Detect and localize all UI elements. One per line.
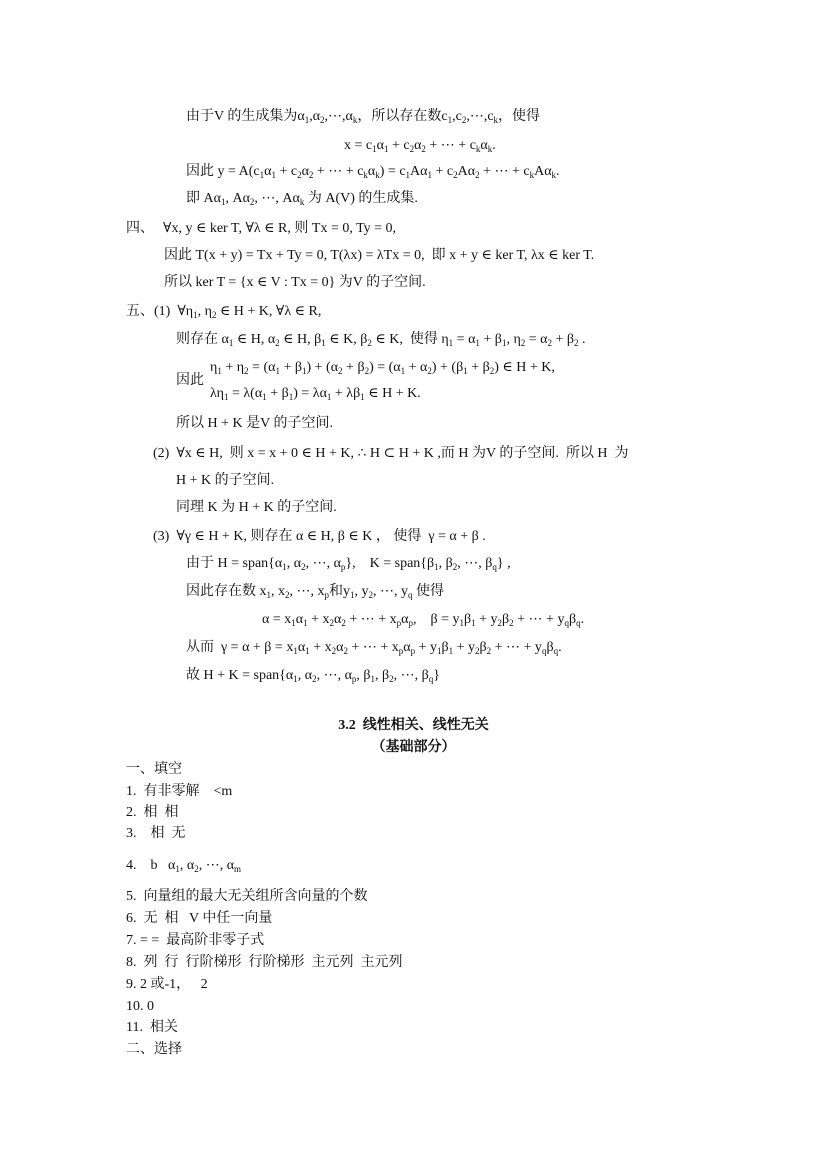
proof-line: (2) ∀x ∈ H, 则 x = x + 0 ∈ H + K, ∴ H ⊂ H + K ,而 H 为V 的子空间. 所以 H 为 bbox=[153, 446, 629, 461]
proof-line: 同理 K 为 H + K 的子空间. bbox=[176, 500, 337, 515]
equation: 从而 $\gamma = \alpha + \beta = x_1\alpha_1 + x_2\alpha_2$ + ⋯ + $x_p\alpha_p + y_1\beta_1 + y_2\beta_2$ + ⋯ + $y_q\beta_q$. bbox=[186, 640, 562, 656]
section-title: 3.2 线性相关、线性无关 bbox=[338, 718, 489, 733]
answer-item: 11. 相关 bbox=[126, 1020, 178, 1035]
answer-item: 5. 向量组的最大无关组所含向量的个数 bbox=[126, 889, 368, 904]
answer-item: 7. = = 最高阶非零子式 bbox=[126, 933, 265, 948]
answer-item: 4. b $\alpha_1$, $\alpha_2$, ⋯, $\alpha_m$ bbox=[126, 858, 242, 874]
proof-line: 因此 T(x + y) = Tx + Ty = 0, T(λx) = λTx = 0, 即 x + y ∈ ker T, λx ∈ ker T. bbox=[164, 248, 595, 263]
fill-heading: 一、填空 bbox=[126, 762, 182, 777]
proof-line: 则存在 $\alpha_1$ ∈ H, $\alpha_2$ ∈ H, $\beta_1$ ∈ K, $\beta_2$ ∈ K, 使得 $\eta_1 = \alpha_1 + \beta_1$, $\eta_2 = \alpha_2 + \beta_2$ . bbox=[176, 332, 586, 348]
proof-line: 因此存在数 $x_1$, $x_2$, ⋯, $x_p$和$y_1$, $y_2$, ⋯, $y_q$ 使得 bbox=[186, 584, 444, 600]
answer-item: 10. 0 bbox=[126, 999, 154, 1014]
proof-line: 即 $A\alpha_1$, $A\alpha_2$, ⋯, $A\alpha_k$ 为 A(V) 的生成集. bbox=[186, 191, 418, 207]
answer-item: 1. 有非零解 <m bbox=[126, 784, 233, 799]
answer-item: 8. 列 行 行阶梯形 行阶梯形 主元列 主元列 bbox=[126, 955, 403, 970]
question-number: 四、 bbox=[126, 221, 154, 236]
proof-line: (3) ∀γ ∈ H + K, 则存在 α ∈ H, β ∈ K ， 使得 γ = α + β . bbox=[153, 529, 486, 544]
equation: $\alpha = x_1\alpha_1 + x_2\alpha_2$ + ⋯ + $x_p\alpha_p$, $\beta = y_1\beta_1 + y_2\beta_2$ + ⋯ + $y_q\beta_q$. bbox=[262, 612, 585, 628]
choice-heading: 二、选择 bbox=[126, 1042, 182, 1057]
equation: 因此 $y = A(c_1\alpha_1 + c_2\alpha_2$ + ⋯ + $c_k\alpha_k) = c_1A\alpha_1 + c_2A\alpha_2$ + ⋯ + $c_kA\alpha_k$. bbox=[186, 164, 560, 180]
proof-line: 所以 ker T = {x ∈ V : Tx = 0} 为V 的子空间. bbox=[164, 275, 426, 290]
answer-item: 9. 2 或-1， 2 bbox=[126, 977, 208, 992]
answer-item: 6. 无 相 V 中任一向量 bbox=[126, 911, 273, 926]
proof-line: 五、(1) $\forall\eta_1$, $\eta_2$ ∈ H + K, ∀λ ∈ R, bbox=[126, 304, 322, 320]
equation: $x = c_1\alpha_1 + c_2\alpha_2$ + ⋯ + $c_k\alpha_k$. bbox=[344, 138, 496, 154]
section-subtitle: （基础部分） bbox=[371, 740, 456, 755]
proof-label: 因此 bbox=[176, 373, 204, 388]
proof-line: 由于V 的生成集为$\alpha_1,\alpha_2,\cdots,\alpha_k$，所以存在数$c_1,c_2,\cdots,c_k$，使得 bbox=[186, 109, 541, 125]
answer-item: 2. 相 相 bbox=[126, 805, 179, 820]
equation: $\lambda\eta_1 = \lambda(\alpha_1 + \beta_1) = \lambda\alpha_1 + \lambda\beta_1$ ∈ H + K. bbox=[210, 386, 421, 402]
proof-line: 故 $H + K = span\{\alpha_1$, $\alpha_2$, ⋯, $\alpha_p$, $\beta_1$, $\beta_2$, ⋯, $\beta_q$} bbox=[186, 668, 441, 684]
proof-line: 由于 $H = span\{\alpha_1$, $\alpha_2$, ⋯, $\alpha_p$}, $K = span\{\beta_1$, $\beta_2$, ⋯, $\beta_q$} , bbox=[186, 556, 511, 572]
equation: $\eta_1 + \eta_2 = (\alpha_1 + \beta_1) + (\alpha_2 + \beta_2) = (\alpha_1 + \alpha_2) + (\beta_1 + \beta_2)$ ∈ H + K, bbox=[210, 360, 555, 376]
answer-item: 3. 相 无 bbox=[126, 826, 186, 841]
proof-line: 所以 H + K 是V 的子空间. bbox=[176, 416, 333, 431]
proof-line: H + K 的子空间. bbox=[176, 473, 275, 488]
proof-line: ∀x, y ∈ ker T, ∀λ ∈ R, 则 Tx = 0, Ty = 0, bbox=[163, 221, 397, 236]
